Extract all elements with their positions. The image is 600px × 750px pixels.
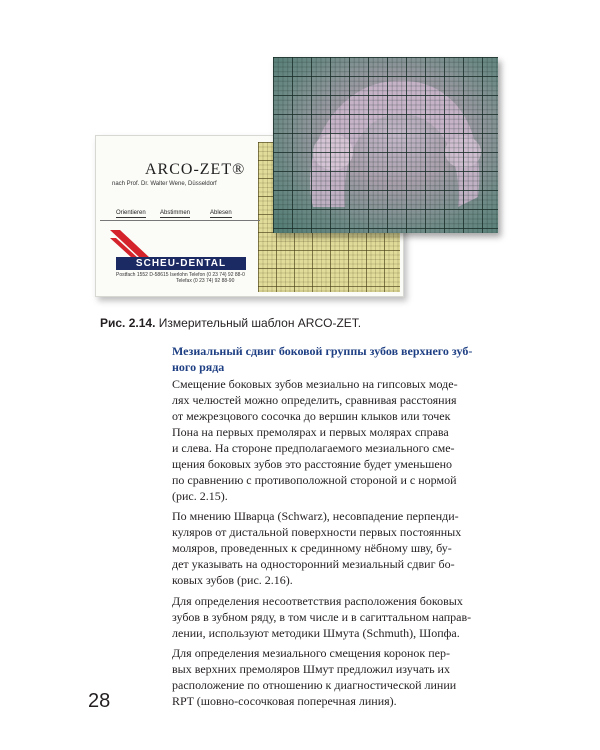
card-address — [116, 272, 245, 284]
dental-cast-photo — [273, 57, 498, 233]
scheu-dental-logo-icon — [110, 230, 150, 258]
card-label-ablesen: Ablesen — [210, 210, 232, 216]
card-subtitle: nach Prof. Dr. Walter Wene, Düsseldorf — [112, 181, 217, 187]
text-line: По мнению Шварца (Schwarz), несовпадение перпенди- — [172, 509, 459, 523]
scheu-dental-logo-text: SCHEU-DENTAL — [116, 257, 246, 270]
card-address-line: Postfach 1552 D-58615 Iserlohn Telefon (0 23 74) 92 88-0 — [116, 272, 245, 278]
paragraph-2 — [172, 508, 498, 588]
text-line: Смещение боковых зубов мезиально на гипсовых моде- — [172, 377, 458, 391]
figure-2-14 — [0, 0, 600, 320]
section-heading — [172, 343, 498, 375]
text-line: от межрезцового сосочка до вершин клыков или точек — [172, 409, 451, 423]
text-line: и слева. На стороне предполагаемого мезиального сме- — [172, 441, 455, 455]
heading-line: Мезиальный сдвиг боковой группы зубов верхнего зуб- — [172, 344, 473, 358]
heading-line: ного ряда — [172, 360, 225, 374]
transparent-grid-overlay — [273, 57, 498, 233]
text-line: вых верхних премоляров Шмут предложил изучать их — [172, 662, 450, 676]
text-line: Для определения несоответствия расположения боковых — [172, 594, 463, 608]
paragraph-3 — [172, 593, 498, 641]
page-number: 28 — [88, 690, 111, 712]
card-label-orientieren: Orientieren — [116, 210, 146, 216]
card-address-line: Telefax (0 23 74) 92 88-90 — [176, 278, 235, 284]
text-line: щения боковых зубов это расстояние будет уменьшено — [172, 457, 453, 471]
text-line: зубов в зубном ряду, в том числе и в сагиттальном направ- — [172, 610, 472, 624]
text-line: Пона на первых премолярах и первых молярах справа — [172, 425, 449, 439]
card-brand-title: ARCO-ZET® — [145, 161, 246, 178]
text-line: дет указывать на односторонний мезиальный сдвиг бо- — [172, 557, 455, 571]
text-line: расположение по отношению к диагностической линии — [172, 678, 457, 692]
card-label-abstimmen: Abstimmen — [160, 210, 191, 216]
text-line: по сравнению с противоположной стороной и с нормой — [172, 473, 457, 487]
caption-text: Измерительный шаблон ARCO-ZET. — [158, 316, 362, 330]
text-line: лях челюстей можно определить, сравнивая расстояния — [172, 393, 457, 407]
text-line: лении, используют методики Шмута (Schmuth), Шопфа. — [172, 626, 460, 640]
paragraph-1 — [172, 376, 498, 504]
paragraph-4 — [172, 645, 498, 709]
text-line: (рис. 2.15). — [172, 489, 228, 503]
caption-label: Рис. 2.14. — [100, 316, 156, 330]
card-divider — [100, 220, 260, 221]
text-line: ковых зубов (рис. 2.16). — [172, 573, 293, 587]
text-line: RPT (шовно-сосочковая поперечная линия). — [172, 694, 397, 708]
text-line: моляров, проведенных к срединному нёбному шву, бу- — [172, 541, 452, 555]
figure-caption — [100, 316, 361, 330]
text-line: Для определения мезиального смещения коронок пер- — [172, 646, 450, 660]
text-line: куляров от дистальной поверхности первых постоянных — [172, 525, 462, 539]
